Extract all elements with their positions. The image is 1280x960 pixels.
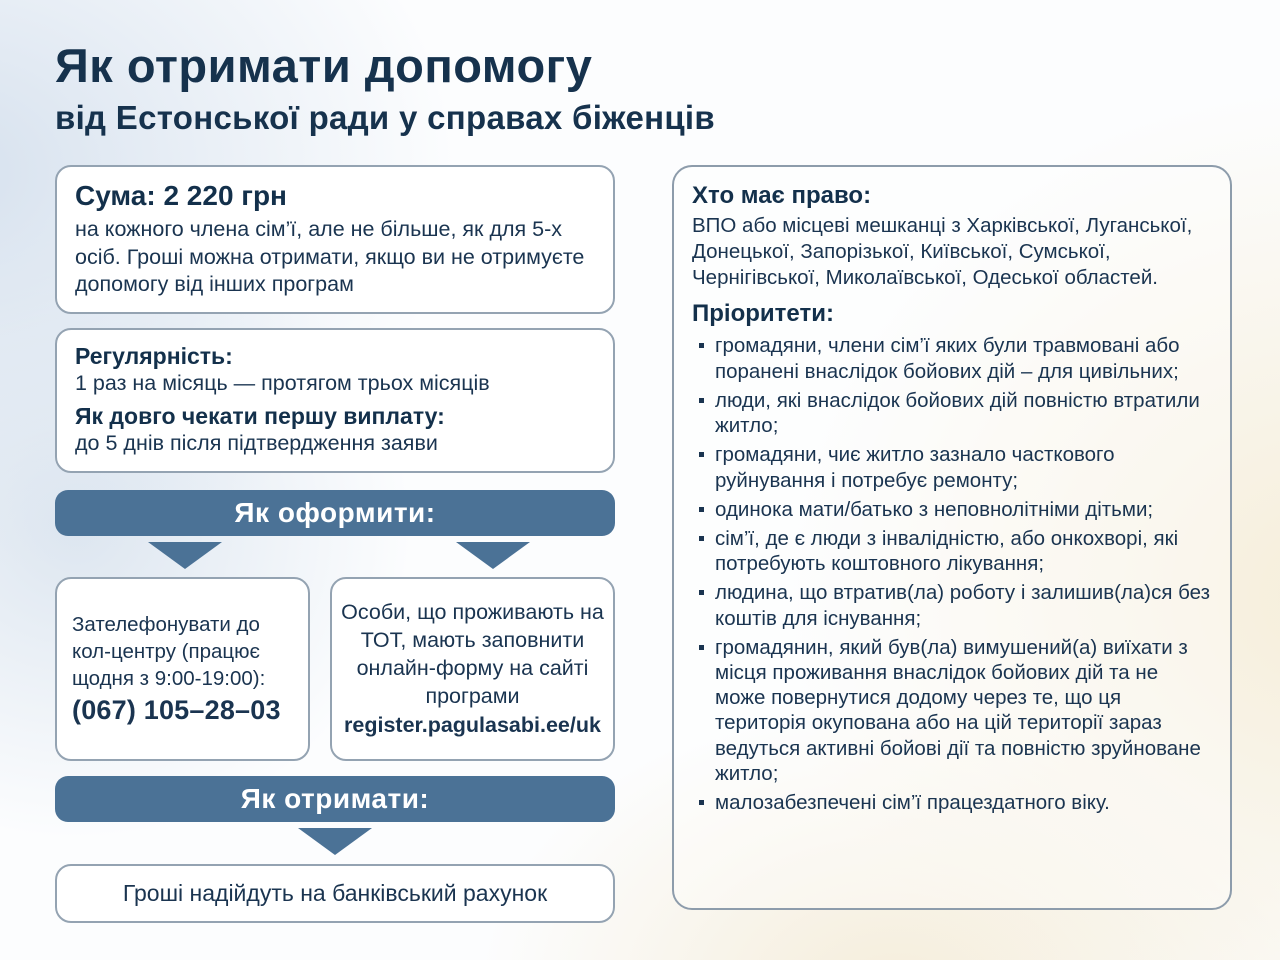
receive-card xyxy=(55,864,615,923)
eligibility-heading: Хто має право: xyxy=(692,182,872,209)
first-payment-text: до 5 днів після підтвердження заяви xyxy=(75,431,438,456)
arrow-down-icon xyxy=(456,542,530,569)
eligibility-body: ВПО або місцеві мешканці з Харківської, Луганської, Донецької, Запорізької, Київської, Сумської, Чернігівської, Миколаївської, Одеської областей. xyxy=(692,214,1193,289)
first-payment-heading: Як довго чекати першу виплату: xyxy=(75,403,445,430)
eligibility-panel xyxy=(672,165,1232,910)
sum-card xyxy=(55,165,615,314)
receive-arrow xyxy=(55,828,615,855)
call-center-text: Зателефонувати до кол-центру (працює щодня з 9:00-19:00): xyxy=(72,612,266,691)
receive-text: Гроші надійдуть на банківський рахунок xyxy=(122,879,548,906)
priorities-list xyxy=(692,333,1212,815)
priority-item: одинока мати/батько з неповнолітніми дітьми; xyxy=(692,497,1212,522)
arrow-down-icon xyxy=(148,542,222,569)
page-subtitle: від Естонської ради у справах біженців xyxy=(55,99,715,136)
receive-banner: Як отримати: xyxy=(55,776,615,822)
sum-heading: Сума: 2 220 грн xyxy=(75,180,287,211)
arrow-down-icon xyxy=(298,828,372,855)
regularity-heading: Регулярність: xyxy=(75,342,233,369)
sum-body: на кожного члена сім’ї, але не більше, як для 5-х осіб. Гроші можна отримати, якщо ви не отримуєте допомогу від інших програм xyxy=(75,217,585,297)
priorities-heading: Пріоритети: xyxy=(692,300,834,328)
content-columns xyxy=(55,165,1232,923)
apply-arrows xyxy=(55,542,615,569)
priority-item: люди, які внаслідок бойових дій повністю втратили житло; xyxy=(692,388,1212,438)
right-column xyxy=(672,165,1232,923)
priority-item: малозабезпечені сім’ї працездатного віку. xyxy=(692,790,1212,815)
call-center-card xyxy=(55,577,310,761)
online-form-text: Особи, що проживають на ТОТ, мають заповнити онлайн-форму на сайті програми xyxy=(341,600,604,709)
apply-banner: Як оформити: xyxy=(55,490,615,536)
regularity-card xyxy=(55,328,615,473)
priority-item: громадяни, чиє житло зазнало часткового руйнування і потребує ремонту; xyxy=(692,442,1212,492)
apply-options xyxy=(55,577,615,761)
priority-item: громадянин, який був(ла) вимушений(а) виїхати з місця проживання внаслідок бойових дій та не може повернутися додому через те, що ця територія окупована або на цій території зараз ведуться активні бойові дії та повністю зруйноване житло; xyxy=(692,635,1212,786)
page-header xyxy=(55,38,1232,137)
left-column xyxy=(55,165,615,923)
priority-item: сім’ї, де є люди з інвалідністю, або онкохворі, які потребують коштовного лікування; xyxy=(692,526,1212,576)
registration-link[interactable]: register.pagulasabi.ee/uk xyxy=(344,712,601,737)
priority-item: людина, що втратив(ла) роботу і залишив(ла)ся без коштів для існування; xyxy=(692,580,1212,630)
phone-number: (067) 105–28–03 xyxy=(72,695,281,726)
online-form-card xyxy=(330,577,615,761)
priority-item: громадяни, члени сім’ї яких були травмовані або поранені внаслідок бойових дій – для цивільних; xyxy=(692,333,1212,383)
page-title: Як отримати допомогу xyxy=(55,39,593,92)
regularity-text: 1 раз на місяць — протягом трьох місяців xyxy=(75,370,490,395)
